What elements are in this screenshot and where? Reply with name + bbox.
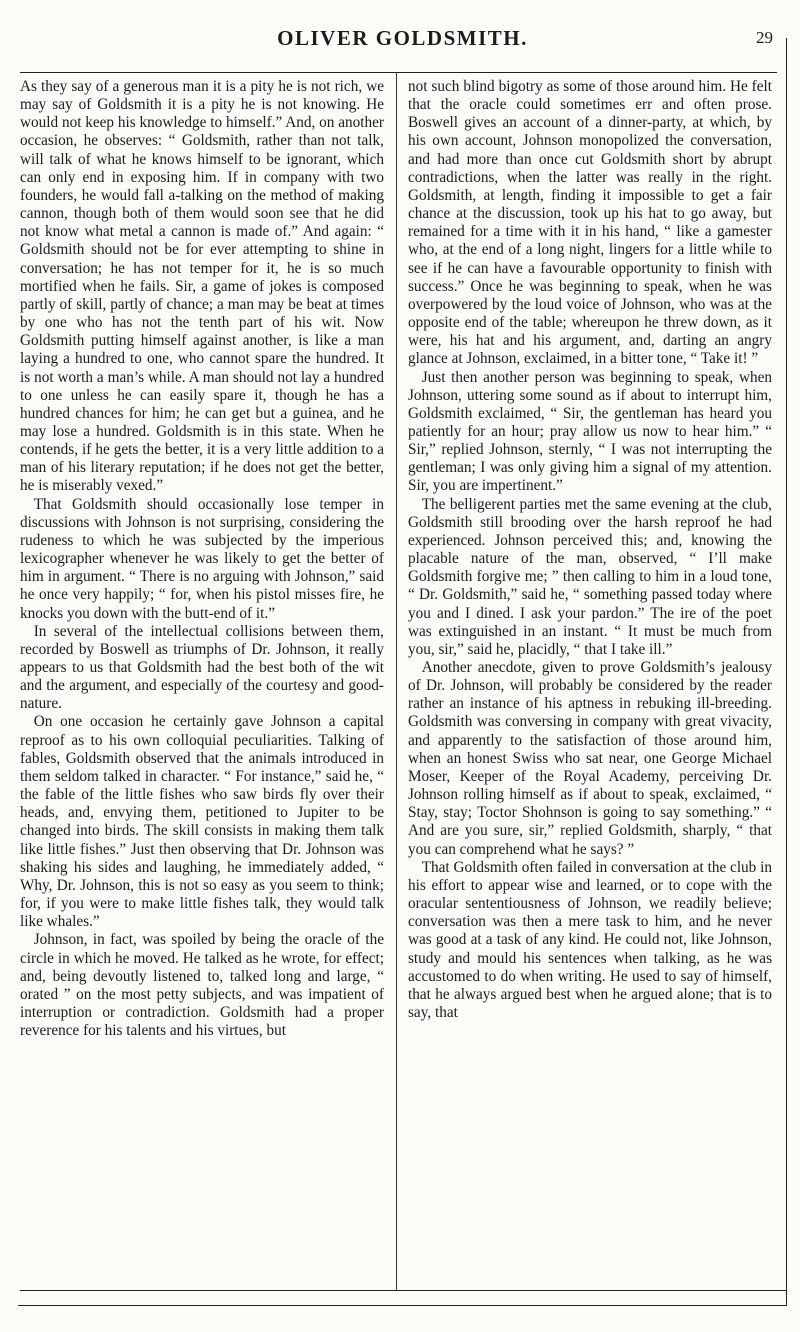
page-number: 29	[756, 28, 773, 47]
footer-rule	[18, 1305, 787, 1306]
paragraph: Johnson, in fact, was spoiled by being the oracle of the circle in which he moved. He talked as he wrote, for effect; and, being devoutly listened to, talked long and large, “ orated ” on the most petty subjects, and was impatient of interruption or contradiction. Goldsmith had a proper reverence for his talents and his virtues, but	[20, 931, 384, 1040]
paragraph: Just then another person was beginning to speak, when Johnson, uttering some sound as if about to interrupt him, Goldsmith exclaimed, “ Sir, the gentleman has heard you patiently for an hour; pray allow us now to hear him.” “ Sir,” replied Johnson, sternly, “ I was not interrupting the gentleman; I was only giving him a signal of my attention. Sir, you are impertinent.”	[408, 368, 772, 495]
right-column	[408, 78, 772, 1286]
paragraph: In several of the intellectual collisions between them, recorded by Boswell as triumphs of Dr. Johnson, it really appears to us that Goldsmith had the best both of the wit and the argument, and especially of the courtesy and good-nature.	[20, 622, 384, 713]
running-title: OLIVER GOLDSMITH.	[277, 26, 528, 50]
column-divider	[396, 72, 397, 1290]
paragraph: The belligerent parties met the same evening at the club, Goldsmith still brooding over the harsh reproof he had experienced. Johnson perceived this; and, knowing the placable nature of the man, observed, “ I’ll make Goldsmith forgive me; ” then calling to him in a loud tone, “ Dr. Goldsmith,” said he, “ something passed today where you and I dined. I ask your pardon.” The ire of the poet was extinguished in an instant. “ It must be much from you, sir,” said he, placidly, “ that I take ill.”	[408, 495, 772, 658]
page-header	[20, 18, 785, 58]
paragraph: not such blind bigotry as some of those around him. He felt that the oracle could sometimes err and often prose. Boswell gives an account of a dinner-party, at which, by his own account, Johnson monopolized the conversation, and had more than once cut Goldsmith short by abrupt contradictions, when the latter was really in the right. Goldsmith, at length, finding it impossible to get a fair chance at the discussion, took up his hat to go away, but remained for a time with it in his hand, “ like a gamester who, at the end of a long night, lingers for a little while to see if he can have a favourable opportunity to finish with success.” Once he was beginning to speak, when he was overpowered by the loud voice of Johnson, who was at the opposite end of the table; whereupon he threw down, as it were, his hat and his argument, and, darting an angry glance at Johnson, exclaimed, in a bitter tone, “ Take it! ”	[408, 78, 772, 368]
header-rule	[20, 72, 777, 73]
paragraph: Another anecdote, given to prove Goldsmith’s jealousy of Dr. Johnson, will probably be considered by the reader rather an instance of his aptness in rebuking ill-breeding. Goldsmith was conversing in company with great vivacity, and apparently to the satisfaction of those around him, when an honest Swiss who sat near, one George Michael Moser, Keeper of the Royal Academy, perceiving Dr. Johnson rolling himself as if about to speak, exclaimed, “ Stay, stay; Toctor Shohnson is going to say something.” “ And are you sure, sir,” replied Goldsmith, sharply, “ that you can comprehend what he says? ”	[408, 659, 772, 858]
left-column	[20, 78, 384, 1286]
right-edge-rule	[786, 38, 787, 1306]
paragraph: That Goldsmith should occasionally lose temper in discussions with Johnson is not surprising, considering the rudeness to which he was subjected by the imperious lexicographer whenever he was likely to get the better of him in argument. “ There is no arguing with Johnson,” said he once very happily; “ for, when his pistol misses fire, he knocks you down with the butt-end of it.”	[20, 495, 384, 622]
paragraph: On one occasion he certainly gave Johnson a capital reproof as to his own colloquial peculiarities. Talking of fables, Goldsmith observed that the animals introduced in them seldom talked in character. “ For instance,” said he, “ the fable of the little fishes who saw birds fly over their heads, and, envying them, petitioned to Jupiter to be changed into birds. The skill consists in making them talk like little fishes.” Just then observing that Dr. Johnson was shaking his sides and laughing, he immediately added, “ Why, Dr. Johnson, this is not so easy as you seem to think; for, if you were to make little fishes talk, they would talk like whales.”	[20, 713, 384, 931]
footer-rule	[20, 1290, 787, 1291]
paragraph: As they say of a generous man it is a pity he is not rich, we may say of Goldsmith it is a pity he is not knowing. He would not keep his knowledge to himself.” And, on another occasion, he observes: “ Goldsmith, rather than not talk, will talk of what he knows himself to be ignorant, which can only end in exposing him. If in company with two founders, he would fall a-talking on the method of making cannon, though both of them would soon see that he did not know what metal a cannon is made of.” And again: “ Goldsmith should not be for ever attempting to shine in conversation; he has not temper for it, he is so much mortified when he fails. Sir, a game of jokes is composed partly of skill, partly of chance; a man may be beat at times by one who has not the tenth part of his wit. Now Goldsmith putting himself against another, is like a man laying a hundred to one, who cannot spare the hundred. It is not worth a man’s while. A man should not lay a hundred to one unless he can easily spare it, though he has a hundred chances for him; he can get but a guinea, and he may lose a hundred. Goldsmith is in this state. When he contends, if he gets the better, it is a very little addition to a man of his literary reputation; if he does not get the better, he is miserably vexed.”	[20, 78, 384, 495]
paragraph: That Goldsmith often failed in conversation at the club in his effort to appear wise and learned, or to cope with the oracular sententiousness of Johnson, we readily believe; conversation was then a mere task to him, and he never was good at a task of any kind. He could not, like Johnson, study and mould his sentences when talking, as he was accustomed to do when writing. He used to say of himself, that he always argued best when he argued alone; that is to say, that	[408, 858, 772, 1021]
